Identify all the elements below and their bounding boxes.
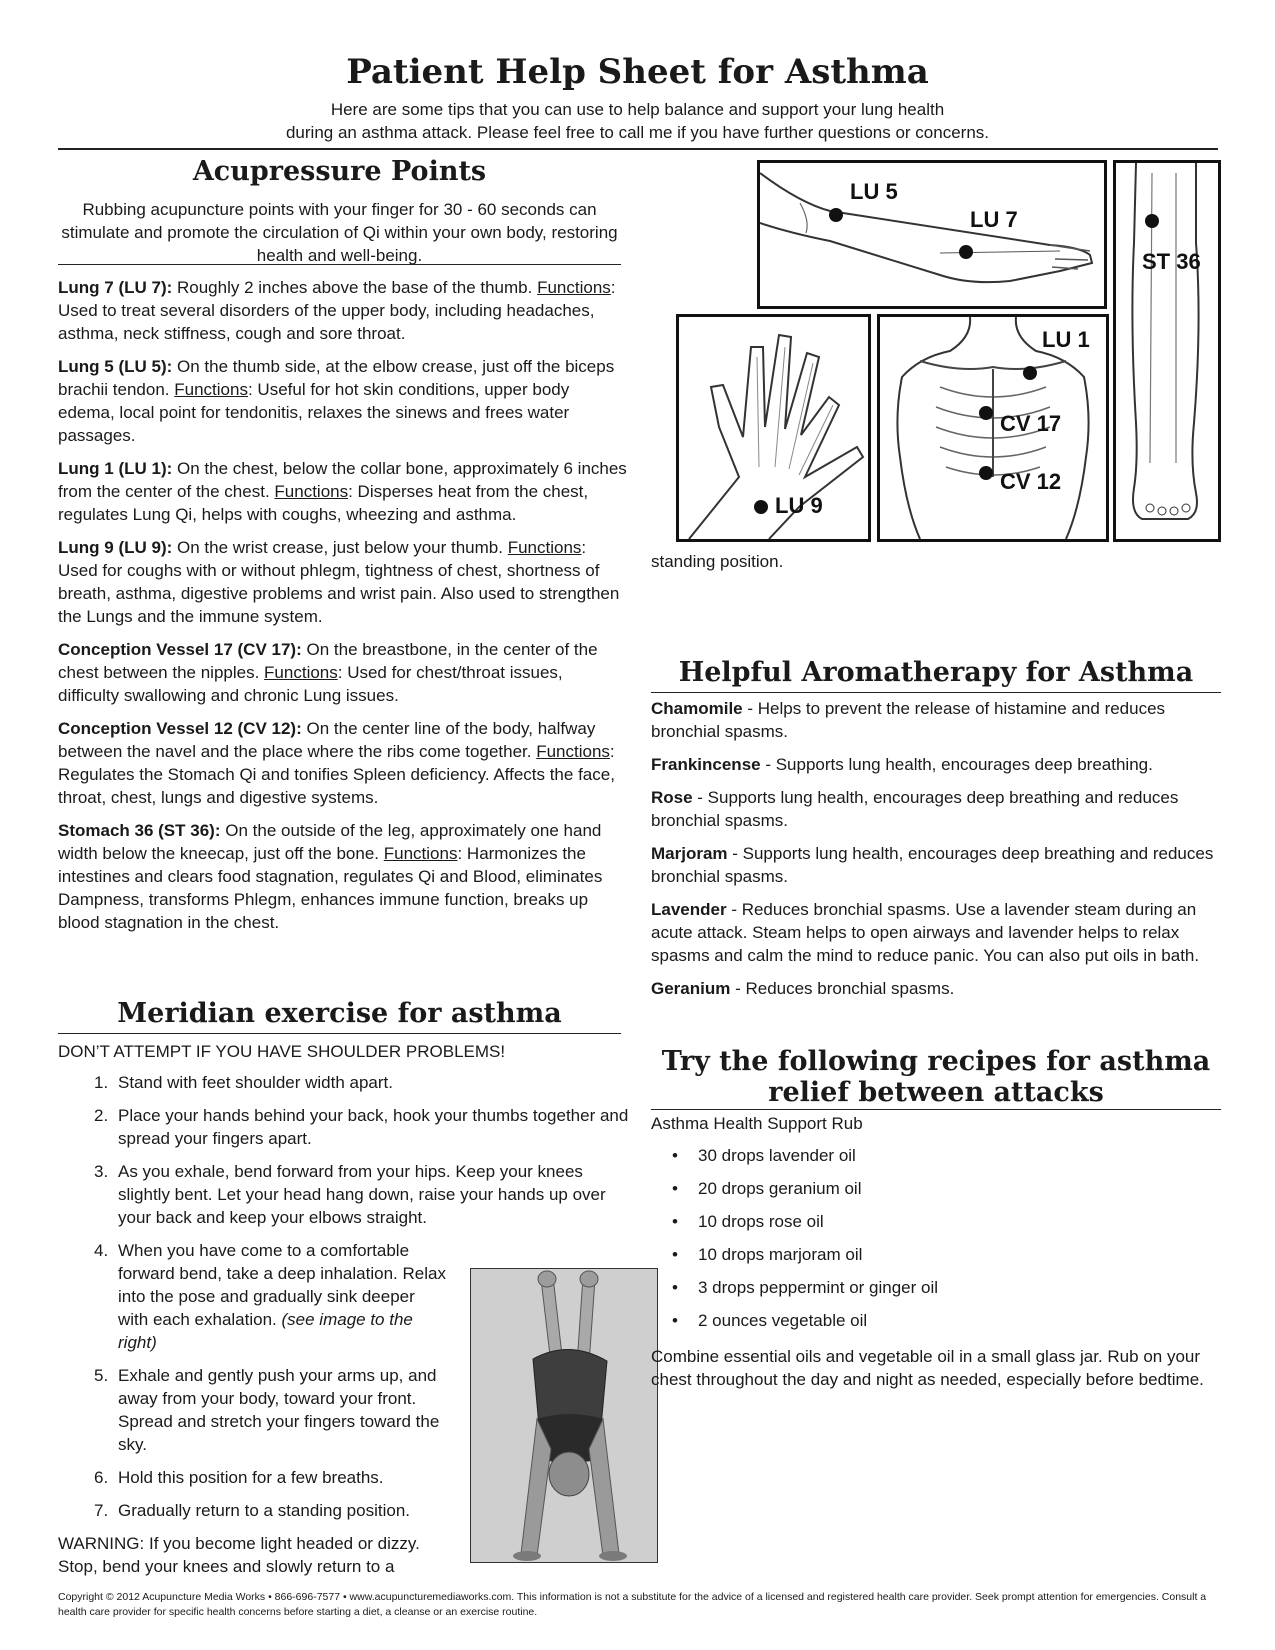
- oil-description: - Supports lung health, encourages deep breathing and reduces bronchial spasms.: [651, 788, 1179, 830]
- oil-name: Marjoram: [651, 844, 728, 863]
- oil-name: Chamomile: [651, 699, 743, 718]
- ingredient: • 2 ounces vegetable oil: [672, 1311, 938, 1344]
- functions-label: Functions: [274, 482, 349, 501]
- point-location: On the center line of the body, halfway between the navel and the place where the ribs come together.: [58, 719, 596, 761]
- aromatherapy-list: [651, 697, 1221, 1010]
- exercise-step: [84, 1466, 448, 1489]
- point-functions: : Used to treat several disorders of the upper body, including headaches, asthma, neck stiffness, cough and sore throat.: [58, 278, 616, 343]
- functions-label: Functions: [383, 844, 458, 863]
- step-text: As you exhale, bend forward from your hips. Keep your knees slightly bent. Let your head hang down, raise your hands up over your back and keep your elbows straight.: [118, 1162, 606, 1227]
- oil-chamomile: [651, 697, 1221, 743]
- point-name: Lung 7 (LU 7):: [58, 278, 173, 297]
- ingredient: • 3 drops peppermint or ginger oil: [672, 1278, 938, 1311]
- recipe-ingredients: [672, 1146, 938, 1344]
- point-location: On the wrist crease, just below your thumb.: [177, 538, 503, 557]
- leg-illustration-icon: [1116, 163, 1218, 539]
- chest-diagram-panel: [877, 314, 1109, 542]
- functions-label: Functions: [507, 538, 582, 557]
- point-location: On the outside of the leg, approximately one hand width below the kneecap, just off the bone.: [58, 821, 602, 863]
- point-functions: : Used for chest/throat issues, difficulty swallowing and chronic Lung issues.: [58, 663, 563, 705]
- ingredient: • 10 drops rose oil: [672, 1212, 938, 1245]
- ingredient: • 20 drops geranium oil: [672, 1179, 938, 1212]
- functions-label: Functions: [174, 380, 248, 399]
- point-lu1: [58, 457, 628, 526]
- point-lu9: [58, 536, 628, 628]
- oil-lavender: [651, 898, 1221, 967]
- point-functions: : Used for coughs with or without phlegm, tightness of chest, shortness of breath, asthma, digestive problems and wrist pain. Also used to strengthen the Lungs and the immune system.: [58, 538, 620, 626]
- label-cv17: CV 17: [1000, 411, 1062, 436]
- point-functions: : Useful for hot skin conditions, upper body edema, local point for tendonitis, relaxes the sinews and frees water passages.: [58, 380, 570, 445]
- point-cv12: [58, 717, 628, 809]
- functions-label: Functions: [536, 742, 610, 761]
- step-number: 6.: [94, 1468, 109, 1487]
- oil-description: - Reduces bronchial spasms.: [730, 979, 955, 998]
- exercise-heading: Meridian exercise for asthma: [117, 998, 562, 1029]
- dizziness-warning: WARNING: If you become light headed or dizzy. Stop, bend your knees and slowly return to a: [58, 1534, 420, 1576]
- point-location: On the thumb side, at the elbow crease, just off the biceps brachii tendon.: [58, 357, 615, 399]
- step-number: 3.: [94, 1162, 109, 1181]
- exercise-step: [84, 1364, 448, 1456]
- page-title: Patient Help Sheet for Asthma: [346, 52, 929, 92]
- point-name: Lung 5 (LU 5):: [58, 357, 173, 376]
- exercise-step: [84, 1160, 629, 1229]
- oil-marjoram: [651, 842, 1221, 888]
- aromatherapy-heading: Helpful Aromatherapy for Asthma: [678, 657, 1194, 688]
- forward-bend-figure-icon: [471, 1269, 657, 1562]
- point-name: Conception Vessel 12 (CV 12):: [58, 719, 302, 738]
- acupressure-divider: [58, 264, 621, 265]
- ingredient: • 30 drops lavender oil: [672, 1146, 938, 1179]
- oil-description: - Supports lung health, encourages deep breathing.: [760, 755, 1153, 774]
- step-number: 2.: [94, 1106, 109, 1125]
- header-divider: [58, 148, 1218, 150]
- oil-description: - Reduces bronchial spasms. Use a lavender steam during an acute attack. Steam helps to open airways and lavender helps to relax spasms and calm the mind to reduce panic. You can also put oils in bath.: [651, 900, 1200, 965]
- exercise-step: [84, 1239, 448, 1354]
- oil-frankincense: [651, 753, 1221, 776]
- recipe-directions: Combine essential oils and vegetable oil in a small glass jar. Rub on your chest throughout the day and night as needed, especially before bedtime.: [651, 1347, 1204, 1389]
- aromatherapy-divider: [651, 692, 1221, 693]
- forward-bend-photo: [470, 1268, 658, 1563]
- step-text: Hold this position for a few breaths.: [118, 1468, 384, 1487]
- point-functions: : Harmonizes the intestines and clears food stagnation, regulates Qi and Blood, eliminates Dampness, transforms Phlegm, enhances immune function, breaks up blood stagnation in the chest.: [58, 844, 603, 932]
- oil-name: Frankincense: [651, 755, 761, 774]
- step-text: Gradually return to a standing position.: [118, 1501, 411, 1520]
- figure-caption: standing position.: [651, 552, 784, 571]
- step-number: 7.: [94, 1501, 109, 1520]
- exercise-step: [84, 1104, 629, 1150]
- leg-diagram-panel: [1113, 160, 1221, 542]
- label-st36: ST 36: [1142, 249, 1201, 274]
- arm-illustration-icon: [760, 163, 1104, 306]
- functions-label: Functions: [537, 278, 611, 297]
- step-text: Place your hands behind your back, hook your thumbs together and spread your fingers apart.: [118, 1106, 629, 1148]
- oil-geranium: [651, 977, 1221, 1000]
- label-lu9: LU 9: [775, 493, 823, 518]
- point-location: On the chest, below the collar bone, approximately 6 inches from the center of the chest.: [58, 459, 627, 501]
- label-lu1: LU 1: [1042, 327, 1090, 352]
- oil-description: - Supports lung health, encourages deep breathing and reduces bronchial spasms.: [651, 844, 1214, 886]
- step-number: 1.: [94, 1073, 109, 1092]
- step-note: (see image to the right): [118, 1310, 413, 1352]
- oil-rose: [651, 786, 1221, 832]
- point-name: Lung 1 (LU 1):: [58, 459, 173, 478]
- step-text: When you have come to a comfortable forward bend, take a deep inhalation. Relax into the pose and gradually sink deeper with each exhalation.: [118, 1241, 446, 1329]
- hand-diagram-panel: [676, 314, 871, 542]
- acupressure-heading: Acupressure Points: [192, 156, 487, 187]
- ingredient: • 10 drops marjoram oil: [672, 1245, 938, 1278]
- exercise-step: [84, 1071, 629, 1094]
- step-number: 4.: [94, 1241, 109, 1260]
- arm-diagram-panel: [757, 160, 1107, 309]
- label-lu7: LU 7: [970, 207, 1018, 232]
- exercise-step: [84, 1499, 448, 1522]
- recipes-heading-line-2: relief between attacks: [768, 1077, 1104, 1108]
- point-lu7: [58, 276, 628, 345]
- oil-description: - Helps to prevent the release of histamine and reduces bronchial spasms.: [651, 699, 1166, 741]
- point-functions: : Disperses heat from the chest, regulates Lung Qi, helps with coughs, wheezing and asthma.: [58, 482, 589, 524]
- recipes-heading: [651, 1046, 1221, 1108]
- footer-disclaimer: Copyright © 2012 Acupuncture Media Works • 866-696-7577 • www.acupuncturemediaworks.com. This information is not a substitute for the advice of a licensed and registered health care provider. Seek prompt attention for emergencies. Consult a health care provider for specific health concerns before starting a diet, a cleanse or an exercise routine.: [58, 1591, 1207, 1618]
- step-text: Stand with feet shoulder width apart.: [118, 1073, 393, 1092]
- oil-name: Geranium: [651, 979, 731, 998]
- acupressure-intro: Rubbing acupuncture points with your finger for 30 - 60 seconds can stimulate and promote the circulation of Qi within your own body, restoring health and well-being.: [61, 200, 618, 265]
- point-st36: [58, 819, 628, 934]
- point-functions: : Regulates the Stomach Qi and tonifies Spleen deficiency. Affects the face, throat, chest, lungs and digestive systems.: [58, 742, 615, 807]
- point-lu5: [58, 355, 628, 447]
- functions-label: Functions: [264, 663, 338, 682]
- intro-line-1: Here are some tips that you can use to help balance and support your lung health: [330, 100, 945, 119]
- label-cv12: CV 12: [1000, 469, 1062, 494]
- point-location: On the breastbone, in the center of the chest between the nipples.: [58, 640, 598, 682]
- step-text: Exhale and gently push your arms up, and away from your body, toward your front. Spread and stretch your fingers toward the sky.: [118, 1366, 440, 1454]
- point-name: Lung 9 (LU 9):: [58, 538, 173, 557]
- acupressure-point-list: [58, 276, 628, 944]
- label-lu5: LU 5: [850, 179, 898, 204]
- exercise-divider: [58, 1033, 621, 1034]
- shoulder-warning: DON’T ATTEMPT IF YOU HAVE SHOULDER PROBLEMS!: [58, 1042, 506, 1061]
- intro-line-2: during an asthma attack. Please feel free to call me if you have further questions or concerns.: [285, 123, 990, 142]
- point-location: Roughly 2 inches above the base of the thumb.: [177, 278, 533, 297]
- oil-name: Lavender: [651, 900, 727, 919]
- recipe-name: Asthma Health Support Rub: [651, 1114, 863, 1133]
- oil-name: Rose: [651, 788, 693, 807]
- point-name: Conception Vessel 17 (CV 17):: [58, 640, 302, 659]
- point-cv17: [58, 638, 628, 707]
- hand-illustration-icon: [679, 317, 868, 539]
- point-name: Stomach 36 (ST 36):: [58, 821, 221, 840]
- recipes-divider: [651, 1109, 1221, 1110]
- intro-text: [140, 98, 1135, 144]
- step-number: 5.: [94, 1366, 109, 1385]
- recipes-heading-line-1: Try the following recipes for asthma: [661, 1046, 1211, 1077]
